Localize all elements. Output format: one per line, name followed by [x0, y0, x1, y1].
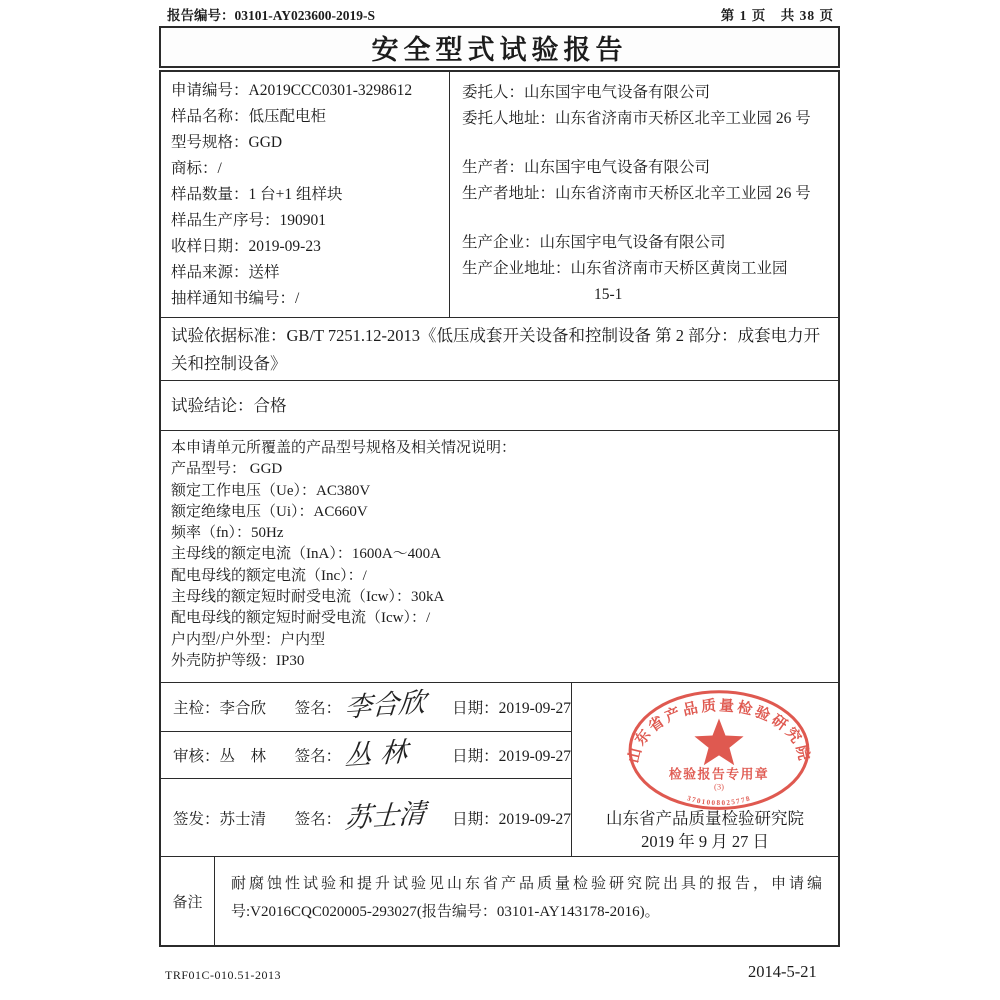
spec-line: 额定工作电压（Ue）：AC380V — [171, 482, 371, 499]
issue-date: 2019 年 9 月 27 日 — [641, 832, 769, 851]
remark-label: 备注 — [161, 857, 215, 945]
spec-line: 主母线的额定短时耐受电流（Icw）：30kA — [171, 589, 445, 606]
consignor-group — [462, 80, 830, 132]
manufacturer-address: 生产企业地址：山东省济南市天桥区黄岗工业园 — [462, 260, 788, 277]
info-line: 型号规格：GGD — [171, 134, 283, 151]
info-line: 样品生产序号：190901 — [171, 212, 327, 229]
spec-line: 频率（fn）：50Hz — [171, 525, 284, 542]
reviewer-sign-group — [294, 736, 453, 772]
client-info-cell — [450, 72, 838, 317]
approver-date: 日期：2019-09-27 — [452, 810, 571, 828]
remark-text: 耐腐蚀性试验和提升试验见山东省产品质量检验研究院出具的报告，申请编号:V2016CQC020005-293027(报告编号：03101-AY143178-2016)。 — [231, 876, 822, 920]
spec-line: 额定绝缘电压（Ui）：AC660V — [171, 503, 368, 520]
info-line: 收样日期：2019-09-23 — [171, 238, 321, 255]
test-standard: 试验依据标准：GB/T 7251.12-2013《低压成套开关设备和控制设备 第 2 部分：成套电力开关和控制设备》 — [161, 317, 838, 380]
page-indicator: 第 1 页 共 38 页 — [720, 8, 834, 23]
document — [159, 2, 840, 947]
manufacturer-address-line2: 15-1 — [594, 286, 623, 303]
manufacturer-group — [462, 230, 830, 308]
info-line: 申请编号：A2019CCC0301-3298612 — [171, 82, 413, 99]
spec-line: 配电母线的额定电流（Inc）：/ — [171, 567, 367, 584]
reviewer-signature: 丛 林 — [343, 736, 409, 772]
form-code: TRF01C-010.51-2013 — [165, 968, 282, 982]
sign-label: 签名： — [294, 810, 342, 828]
title-box — [159, 26, 840, 68]
specs-section — [161, 430, 838, 682]
test-conclusion: 试验结论：合格 — [161, 380, 838, 430]
inspector-signature: 李合欣 — [343, 687, 427, 725]
seal-sub-text: (3) — [713, 781, 725, 792]
page-header — [159, 2, 840, 24]
spec-line: 外壳防护等级：IP30 — [171, 652, 305, 669]
sign-label: 签名： — [294, 748, 342, 766]
sample-info-cell — [161, 72, 450, 317]
approver-signature: 苏士清 — [343, 798, 427, 836]
producer-group — [462, 155, 830, 207]
page-title: 安全型式试验报告 — [371, 34, 628, 65]
spec-line: 产品型号： GGD — [171, 461, 283, 478]
seal-arc-text: 山东省产品质量检验研究院 — [625, 698, 813, 765]
remark-section — [161, 856, 838, 945]
approver-sign-group — [294, 798, 453, 836]
star-icon — [694, 719, 743, 766]
info-section — [161, 72, 838, 317]
spec-line: 配电母线的额定短时耐受电流（Icw）：/ — [171, 610, 431, 627]
spec-line: 主母线的额定电流（InA）：1600A～400A — [171, 546, 441, 563]
sign-label: 签名： — [294, 699, 342, 717]
reviewer-name: 审核：丛 林 — [173, 748, 267, 766]
approver-name: 签发：苏士清 — [173, 810, 267, 828]
producer-address: 生产者地址：山东省济南市天桥区北辛工业园 26 号 — [462, 185, 811, 202]
manufacturer: 生产企业：山东国宇电气设备有限公司 — [462, 234, 726, 251]
info-line: 样品名称：低压配电柜 — [171, 108, 327, 125]
signature-row-approver — [161, 779, 571, 856]
spec-line: 本申请单元所覆盖的产品型号规格及相关情况说明： — [171, 440, 517, 456]
report-number: 报告编号：03101-AY023600-2019-S — [167, 8, 376, 23]
info-line: 抽样通知书编号：/ — [171, 290, 300, 307]
inspector-name: 主检：李合欣 — [173, 699, 267, 717]
official-seal-icon — [622, 687, 816, 817]
report-table — [159, 70, 840, 947]
info-line: 样品数量：1 台+1 组样块 — [171, 186, 343, 203]
issuing-organization: 山东省产品质量检验研究院 — [606, 809, 804, 828]
seal-center-text: 检验报告专用章 — [668, 767, 770, 782]
reviewer-date: 日期：2019-09-27 — [452, 748, 571, 766]
consignor: 委托人：山东国宇电气设备有限公司 — [462, 84, 711, 101]
inspector-date: 日期：2019-09-27 — [452, 699, 571, 717]
stamp-cell — [571, 683, 838, 856]
signature-rows — [161, 683, 571, 856]
producer: 生产者：山东国宇电气设备有限公司 — [462, 159, 711, 176]
form-date: 2014-5-21 — [748, 962, 817, 981]
inspector-sign-group — [294, 687, 453, 725]
consignor-address: 委托人地址：山东省济南市天桥区北辛工业园 26 号 — [462, 110, 811, 127]
signature-row-reviewer — [161, 732, 571, 780]
spec-line: 户内型/户外型：户内型 — [171, 631, 326, 648]
signature-row-inspector — [161, 683, 571, 732]
info-line: 样品来源：送样 — [171, 264, 280, 281]
seal-number: 3701008025778 — [686, 794, 752, 808]
signature-section — [161, 682, 838, 856]
info-line: 商标：/ — [171, 160, 222, 177]
